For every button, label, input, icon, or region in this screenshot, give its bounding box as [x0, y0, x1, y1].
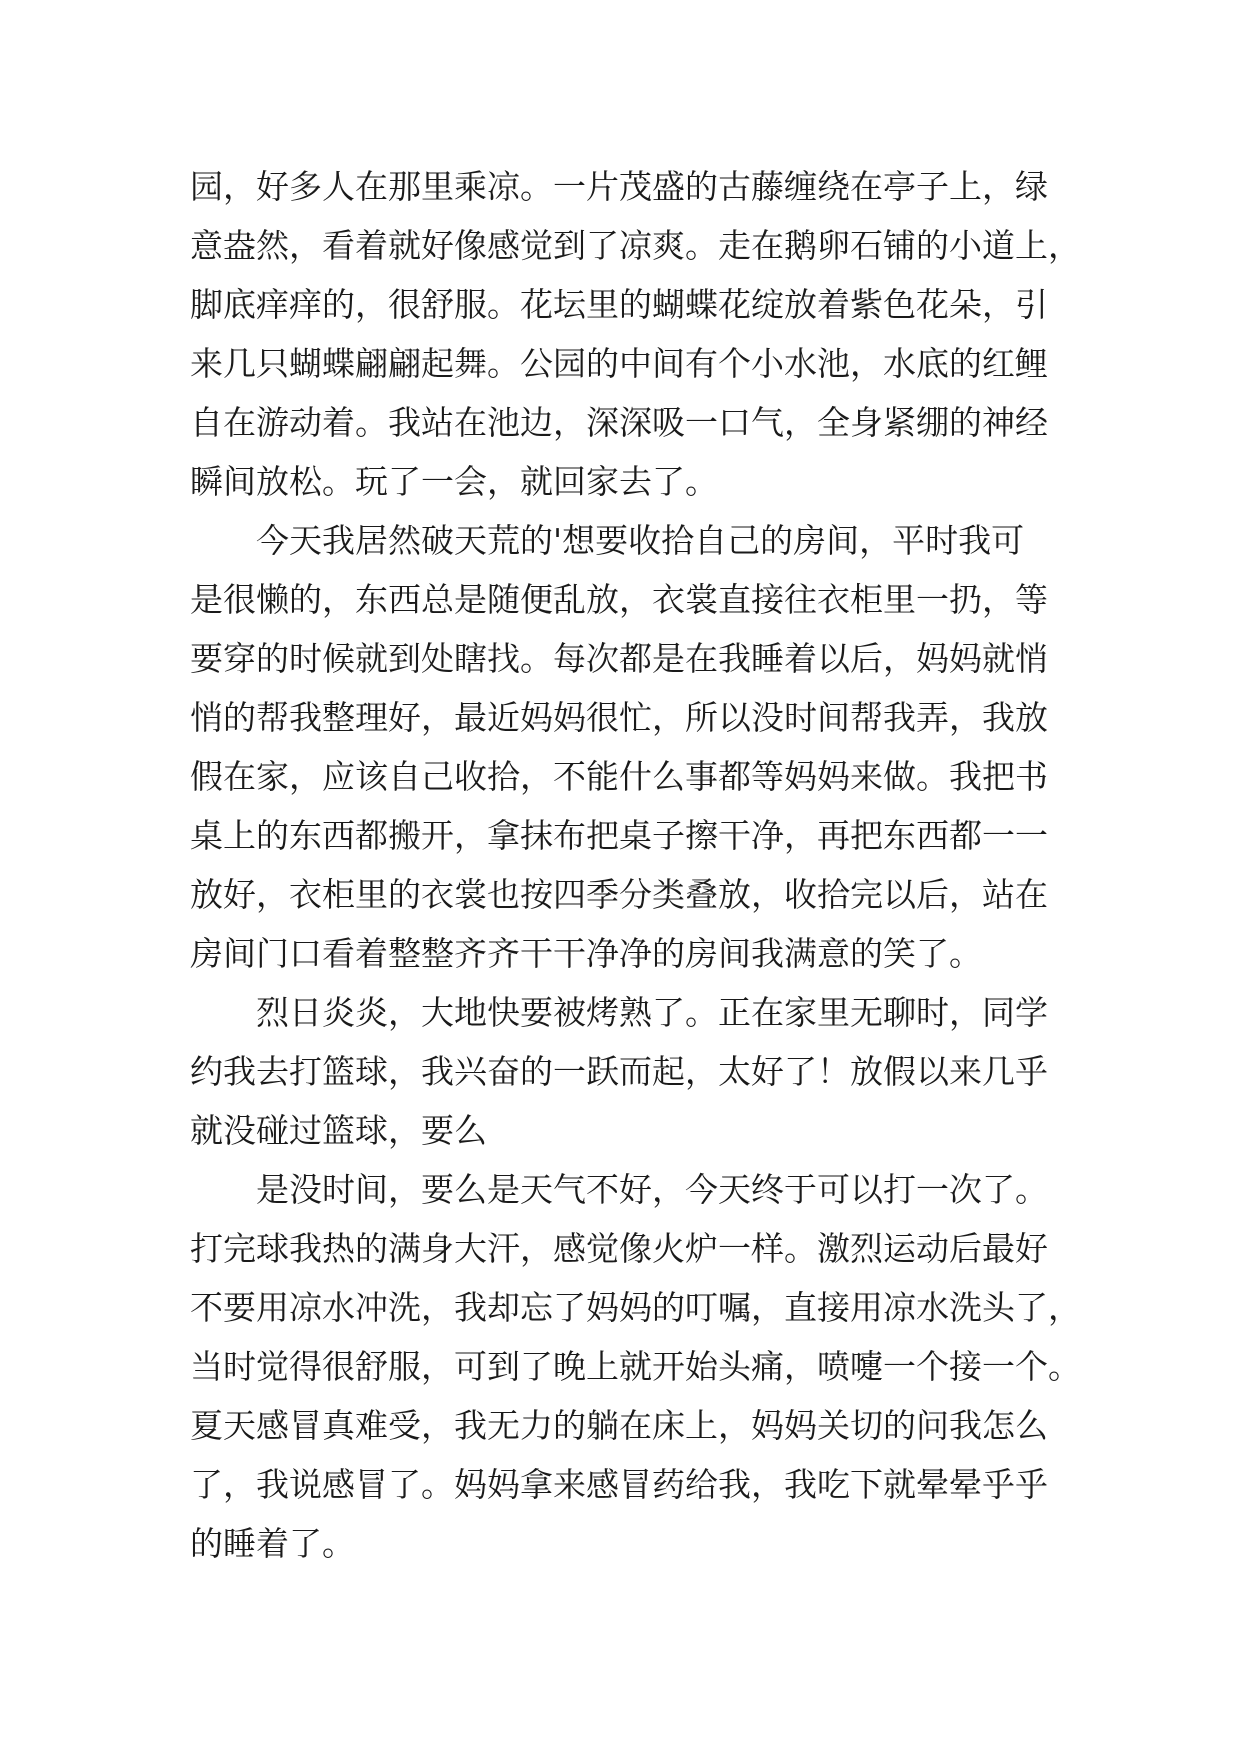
- text-line: 约我去打篮球，我兴奋的一跃而起，太好了！放假以来几乎: [190, 1052, 1048, 1091]
- text-line: 打完球我热的满身大汗，感觉像火炉一样。激烈运动后最好: [190, 1229, 1048, 1268]
- text-line: 夏天感冒真难受，我无力的躺在床上，妈妈关切的问我怎么: [190, 1406, 1048, 1445]
- text-line: 就没碰过篮球，要么: [190, 1111, 487, 1150]
- text-line: 是没时间，要么是天气不好，今天终于可以打一次了。: [190, 1170, 1048, 1209]
- text-line: 了，我说感冒了。妈妈拿来感冒药给我，我吃下就晕晕乎乎: [190, 1465, 1048, 1504]
- text-line: 是很懒的，东西总是随便乱放，衣裳直接往衣柜里一扔，等: [190, 580, 1048, 619]
- text-line: 脚底痒痒的，很舒服。花坛里的蝴蝶花绽放着紫色花朵，引: [190, 285, 1048, 324]
- text-line: 来几只蝴蝶翩翩起舞。公园的中间有个小水池，水底的红鲤: [190, 344, 1048, 383]
- text-line: 自在游动着。我站在池边，深深吸一口气，全身紧绷的神经: [190, 403, 1048, 442]
- text-line: 悄的帮我整理好，最近妈妈很忙，所以没时间帮我弄，我放: [190, 698, 1048, 737]
- text-line: 桌上的东西都搬开，拿抹布把桌子擦干净，再把东西都一一: [190, 816, 1048, 855]
- text-line: 烈日炎炎，大地快要被烤熟了。正在家里无聊时，同学: [190, 993, 1048, 1032]
- text-line: 园，好多人在那里乘凉。一片茂盛的古藤缠绕在亭子上，绿: [190, 167, 1048, 206]
- text-line: 的睡着了。: [190, 1524, 355, 1563]
- text-line: 要穿的时候就到处瞎找。每次都是在我睡着以后，妈妈就悄: [190, 639, 1048, 678]
- text-line: 今天我居然破天荒的'想要收拾自己的房间，平时我可: [190, 521, 1025, 560]
- body-text: [190, 157, 1081, 1573]
- text-line: 不要用凉水冲洗，我却忘了妈妈的叮嘱，直接用凉水洗头了，: [190, 1288, 1081, 1327]
- text-line: 假在家，应该自己收拾，不能什么事都等妈妈来做。我把书: [190, 757, 1048, 796]
- text-line: 当时觉得很舒服，可到了晚上就开始头痛，喷嚏一个接一个。: [190, 1347, 1081, 1386]
- text-line: 意盎然，看着就好像感觉到了凉爽。走在鹅卵石铺的小道上，: [190, 226, 1081, 265]
- text-line: 放好，衣柜里的衣裳也按四季分类叠放，收拾完以后，站在: [190, 875, 1048, 914]
- text-line: 瞬间放松。玩了一会，就回家去了。: [190, 462, 718, 501]
- text-line: 房间门口看着整整齐齐干干净净的房间我满意的笑了。: [190, 934, 982, 973]
